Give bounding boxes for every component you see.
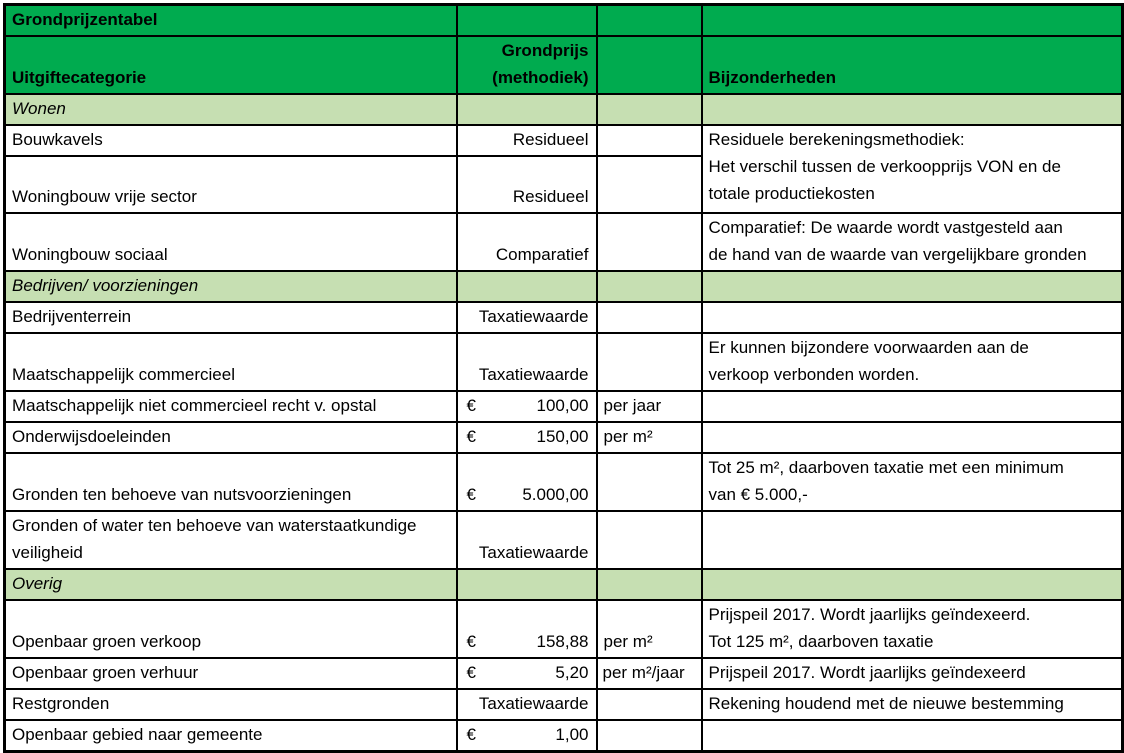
table-row-bedrijventerrein xyxy=(5,302,1123,333)
unit-cell xyxy=(597,453,702,511)
table-row-openbaar-groen-verhuur xyxy=(5,658,1123,689)
unit-cell xyxy=(597,511,702,569)
unit-cell xyxy=(597,302,702,333)
grondprijzentabel-sheet xyxy=(3,3,1121,753)
notes-cell: Prijspeil 2017. Wordt jaarlijks geïndexeerd. Tot 125 m², daarboven taxatie xyxy=(702,600,1123,658)
unit-cell xyxy=(597,333,702,391)
method-cell: Taxatiewaarde xyxy=(457,333,597,391)
price-cell xyxy=(457,422,597,453)
col-header-category: Uitgiftecategorie xyxy=(5,36,457,94)
notes-cell xyxy=(702,391,1123,422)
table-row-gronden-of-water xyxy=(5,511,1123,569)
price-amount: 5,20 xyxy=(555,663,589,682)
table-row-maatschappelijk-niet-commercieel xyxy=(5,391,1123,422)
table-row-restgronden xyxy=(5,689,1123,720)
column-header-row xyxy=(5,36,1123,94)
notes-cell xyxy=(702,422,1123,453)
notes-cell xyxy=(702,302,1123,333)
category-cell: Openbaar gebied naar gemeente xyxy=(5,720,457,752)
unit-cell: per m²/jaar xyxy=(597,658,702,689)
currency-symbol: € xyxy=(466,663,476,682)
category-cell: Woningbouw sociaal xyxy=(5,213,457,271)
table-row-openbaar-gebied xyxy=(5,720,1123,752)
category-cell: Openbaar groen verkoop xyxy=(5,600,457,658)
price-cell xyxy=(457,453,597,511)
unit-cell xyxy=(597,689,702,720)
unit-cell: per m² xyxy=(597,600,702,658)
section-label: Wonen xyxy=(5,94,457,125)
table-row-woningbouw-sociaal xyxy=(5,213,1123,271)
notes-cell xyxy=(702,720,1123,752)
notes-cell: Er kunnen bijzondere voorwaarden aan de verkoop verbonden worden. xyxy=(702,333,1123,391)
col-header-price: Grondprijs (methodiek) xyxy=(457,36,597,94)
category-cell: Gronden of water ten behoeve van waterstaatkundige veiligheid xyxy=(5,511,457,569)
category-cell: Onderwijsdoeleinden xyxy=(5,422,457,453)
notes-cell xyxy=(702,511,1123,569)
category-cell: Gronden ten behoeve van nutsvoorzieningen xyxy=(5,453,457,511)
empty-cell xyxy=(457,271,597,302)
empty-cell xyxy=(702,271,1123,302)
category-cell: Bedrijventerrein xyxy=(5,302,457,333)
table-row-bouwkavels xyxy=(5,125,1123,156)
page-title: Grondprijzentabel xyxy=(5,5,457,37)
currency-symbol: € xyxy=(466,485,476,504)
notes-cell: Rekening houdend met de nieuwe bestemming xyxy=(702,689,1123,720)
unit-cell xyxy=(597,156,702,213)
price-cell xyxy=(457,600,597,658)
table-row-gronden-nutsvoorzieningen xyxy=(5,453,1123,511)
empty-cell xyxy=(597,271,702,302)
category-cell: Bouwkavels xyxy=(5,125,457,156)
empty-cell xyxy=(457,569,597,600)
title-row xyxy=(5,5,1123,37)
currency-symbol: € xyxy=(466,725,476,744)
empty-cell xyxy=(702,569,1123,600)
title-spacer-cell xyxy=(597,5,702,37)
method-cell: Taxatiewaarde xyxy=(457,511,597,569)
price-amount: 1,00 xyxy=(555,725,589,744)
price-cell xyxy=(457,658,597,689)
currency-symbol: € xyxy=(466,396,476,415)
empty-cell xyxy=(457,94,597,125)
category-cell: Restgronden xyxy=(5,689,457,720)
notes-cell: Tot 25 m², daarboven taxatie met een minimum van € 5.000,- xyxy=(702,453,1123,511)
method-cell: Taxatiewaarde xyxy=(457,689,597,720)
table-row-maatschappelijk-commercieel xyxy=(5,333,1123,391)
grondprijzen-table xyxy=(3,3,1124,753)
method-cell: Residueel xyxy=(457,156,597,213)
notes-cell: Comparatief: De waarde wordt vastgesteld aan de hand van de waarde van vergelijkbare gronden xyxy=(702,213,1123,271)
category-cell: Openbaar groen verhuur xyxy=(5,658,457,689)
section-row-bedrijven xyxy=(5,271,1123,302)
category-cell: Maatschappelijk niet commercieel recht v. opstal xyxy=(5,391,457,422)
notes-cell: Residuele berekeningsmethodiek: Het verschil tussen de verkoopprijs VON en de totale productiekosten xyxy=(702,125,1123,213)
section-label: Bedrijven/ voorzieningen xyxy=(5,271,457,302)
method-cell: Taxatiewaarde xyxy=(457,302,597,333)
empty-cell xyxy=(597,569,702,600)
col-header-notes: Bijzonderheden xyxy=(702,36,1123,94)
method-cell: Comparatief xyxy=(457,213,597,271)
currency-symbol: € xyxy=(466,427,476,446)
table-row-onderwijsdoeleinden xyxy=(5,422,1123,453)
empty-cell xyxy=(702,94,1123,125)
section-row-wonen xyxy=(5,94,1123,125)
price-amount: 150,00 xyxy=(536,427,589,446)
unit-cell: per jaar xyxy=(597,391,702,422)
price-amount: 5.000,00 xyxy=(522,485,589,504)
unit-cell xyxy=(597,213,702,271)
category-cell: Woningbouw vrije sector xyxy=(5,156,457,213)
empty-cell xyxy=(597,94,702,125)
col-header-unit xyxy=(597,36,702,94)
unit-cell xyxy=(597,125,702,156)
section-row-overig xyxy=(5,569,1123,600)
price-amount: 158,88 xyxy=(536,632,589,651)
price-amount: 100,00 xyxy=(536,396,589,415)
unit-cell: per m² xyxy=(597,422,702,453)
unit-cell xyxy=(597,720,702,752)
title-spacer-cell xyxy=(457,5,597,37)
section-label: Overig xyxy=(5,569,457,600)
category-cell: Maatschappelijk commercieel xyxy=(5,333,457,391)
table-row-openbaar-groen-verkoop xyxy=(5,600,1123,658)
currency-symbol: € xyxy=(466,632,476,651)
title-spacer-cell xyxy=(702,5,1123,37)
method-cell: Residueel xyxy=(457,125,597,156)
notes-cell: Prijspeil 2017. Wordt jaarlijks geïndexeerd xyxy=(702,658,1123,689)
price-cell xyxy=(457,720,597,752)
price-cell xyxy=(457,391,597,422)
